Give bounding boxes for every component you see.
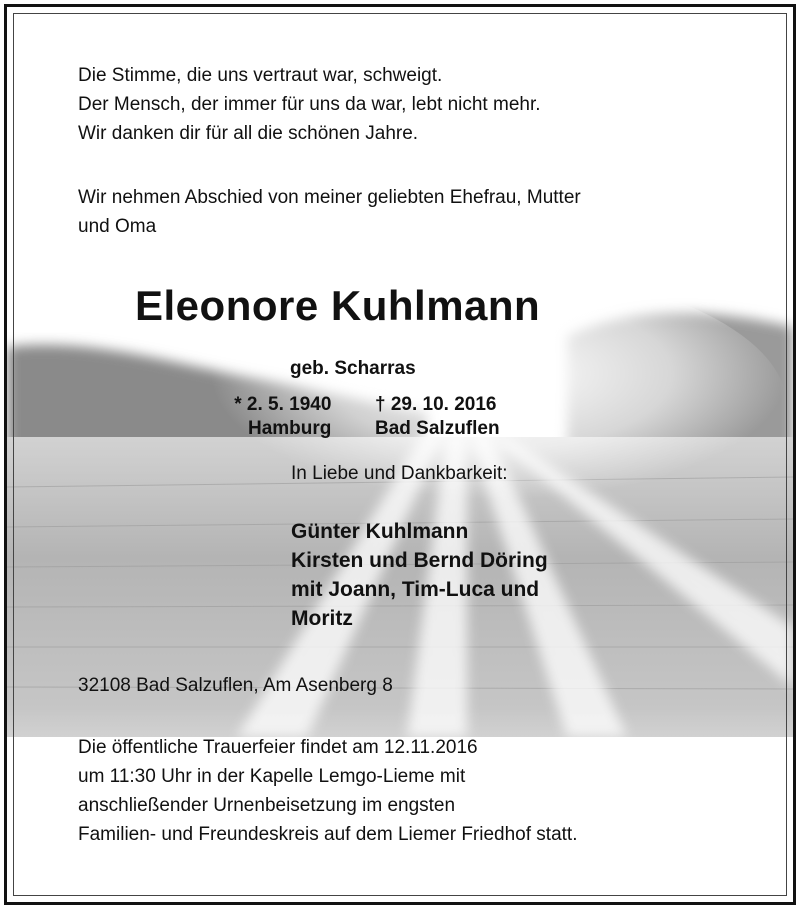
birth-place: Hamburg — [248, 418, 332, 439]
mourner-line: Moritz — [291, 607, 353, 630]
funeral-info — [78, 733, 578, 849]
funeral-line: Familien- und Freundeskreis auf dem Liemer Friedhof statt. — [78, 824, 578, 845]
birth-date: * 2. 5. 1940 — [234, 394, 332, 415]
intro-line: Wir nehmen Abschied von meiner geliebten Ehefrau, Mutter — [78, 187, 581, 208]
maiden-name: geb. Scharras — [290, 358, 416, 379]
poem-line: Der Mensch, der immer für uns da war, lebt nicht mehr. — [78, 94, 541, 115]
death-date: † 29. 10. 2016 — [375, 394, 497, 415]
intro-line: und Oma — [78, 216, 157, 237]
mourners-heading: In Liebe und Dankbarkeit: — [291, 463, 508, 484]
deceased-name: Eleonore Kuhlmann — [135, 282, 541, 329]
intro-text — [78, 183, 581, 241]
obituary-frame — [4, 4, 796, 905]
mourner-line: Kirsten und Bernd Döring — [291, 549, 548, 572]
death-info — [375, 393, 500, 441]
death-place: Bad Salzuflen — [375, 418, 500, 439]
birth-info — [233, 393, 331, 441]
poem-line: Die Stimme, die uns vertraut war, schweigt. — [78, 65, 443, 86]
poem — [78, 61, 541, 148]
funeral-line: Die öffentliche Trauerfeier findet am 12.11.2016 — [78, 737, 478, 758]
mourner-line: mit Joann, Tim-Luca und — [291, 578, 540, 601]
funeral-line: um 11:30 Uhr in der Kapelle Lemgo-Lieme mit — [78, 766, 466, 787]
funeral-line: anschließender Urnenbeisetzung im engsten — [78, 795, 456, 816]
address: 32108 Bad Salzuflen, Am Asenberg 8 — [78, 675, 393, 696]
poem-line: Wir danken dir für all die schönen Jahre. — [78, 123, 419, 144]
mourners-list — [291, 517, 548, 633]
mourner-line: Günter Kuhlmann — [291, 520, 469, 543]
